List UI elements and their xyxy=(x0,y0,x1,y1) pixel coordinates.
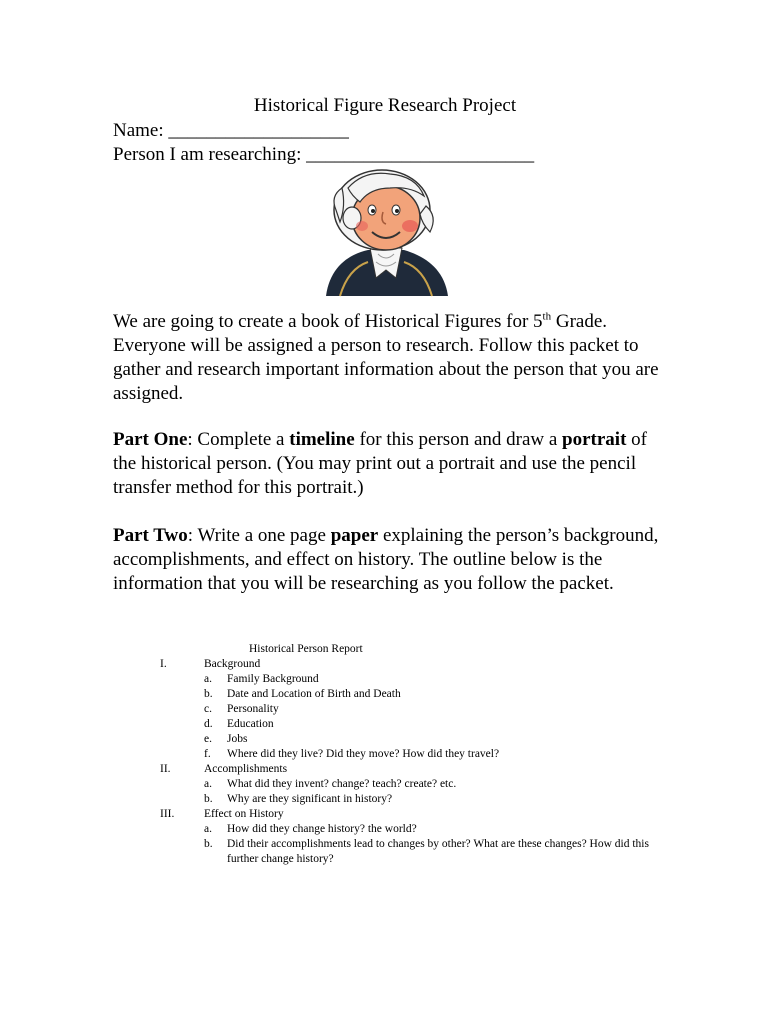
outline-item: Personality xyxy=(227,703,279,715)
part-two-paragraph xyxy=(113,524,673,596)
intro-paragraph xyxy=(113,310,673,406)
paper-keyword: paper xyxy=(330,525,379,546)
outline-item: Jobs xyxy=(227,733,248,745)
outline-item: Where did they live? Did they move? How did they travel? xyxy=(227,748,500,760)
section-number: I. xyxy=(160,658,167,670)
item-letter: f. xyxy=(204,748,211,760)
portrait-keyword: portrait xyxy=(562,429,627,450)
section-heading: Accomplishments xyxy=(204,763,288,775)
part-one-label: Part One xyxy=(113,429,188,450)
item-letter: c. xyxy=(204,703,212,715)
outline-item: Education xyxy=(227,718,274,730)
item-letter: d. xyxy=(204,718,213,730)
section-heading: Background xyxy=(204,658,261,670)
person-field-line: Person I am researching: ________________________ xyxy=(113,144,535,165)
intro-text: We are going to create a book of Historical Figures for 5 xyxy=(113,311,543,332)
george-washington-cartoon-icon xyxy=(320,166,452,300)
item-letter: b. xyxy=(204,793,213,805)
item-letter: a. xyxy=(204,673,212,685)
section-number: II. xyxy=(160,763,171,775)
outline-item: What did they invent? change? teach? create? etc. xyxy=(227,778,457,790)
name-field-line: Name: ___________________ xyxy=(113,120,349,141)
outline-item: Did their accomplishments lead to changes by other? What are these changes? How did this further change history? xyxy=(227,838,649,865)
grade-superscript: th xyxy=(542,310,552,323)
section-heading: Effect on History xyxy=(204,808,284,820)
part-two-label: Part Two xyxy=(113,525,188,546)
outline-item: How did they change history? the world? xyxy=(227,823,417,835)
item-letter: b. xyxy=(204,838,213,850)
section-number: III. xyxy=(160,808,175,820)
part-two-text-1: : Write a one page xyxy=(187,525,331,546)
part-one-text-1: : Complete a xyxy=(187,429,290,450)
part-two-text-2: explaining the person’s background, accomplishments, and effect on history. The outline below is the information that you will be researching as you follow the packet. xyxy=(113,525,659,594)
outline-item: Date and Location of Birth and Death xyxy=(227,688,401,700)
outline-item: Why are they significant in history? xyxy=(227,793,393,805)
part-one-paragraph xyxy=(113,428,673,500)
part-one-text-3: of the historical person. (You may print out a portrait and use the pencil transfer method for this portrait.) xyxy=(113,429,647,498)
outline-item: Family Background xyxy=(227,673,319,685)
item-letter: a. xyxy=(204,823,212,835)
page-title: Historical Figure Research Project xyxy=(253,95,517,116)
item-letter: b. xyxy=(204,688,213,700)
intro-text-continued: Grade. Everyone will be assigned a person to research. Follow this packet to gather and research important information about the person that you are assigned. xyxy=(113,311,659,404)
item-letter: e. xyxy=(204,733,212,745)
part-one-text-2: for this person and draw a xyxy=(354,429,563,450)
item-letter: a. xyxy=(204,778,212,790)
timeline-keyword: timeline xyxy=(289,429,355,450)
outline-title: Historical Person Report xyxy=(249,643,363,655)
